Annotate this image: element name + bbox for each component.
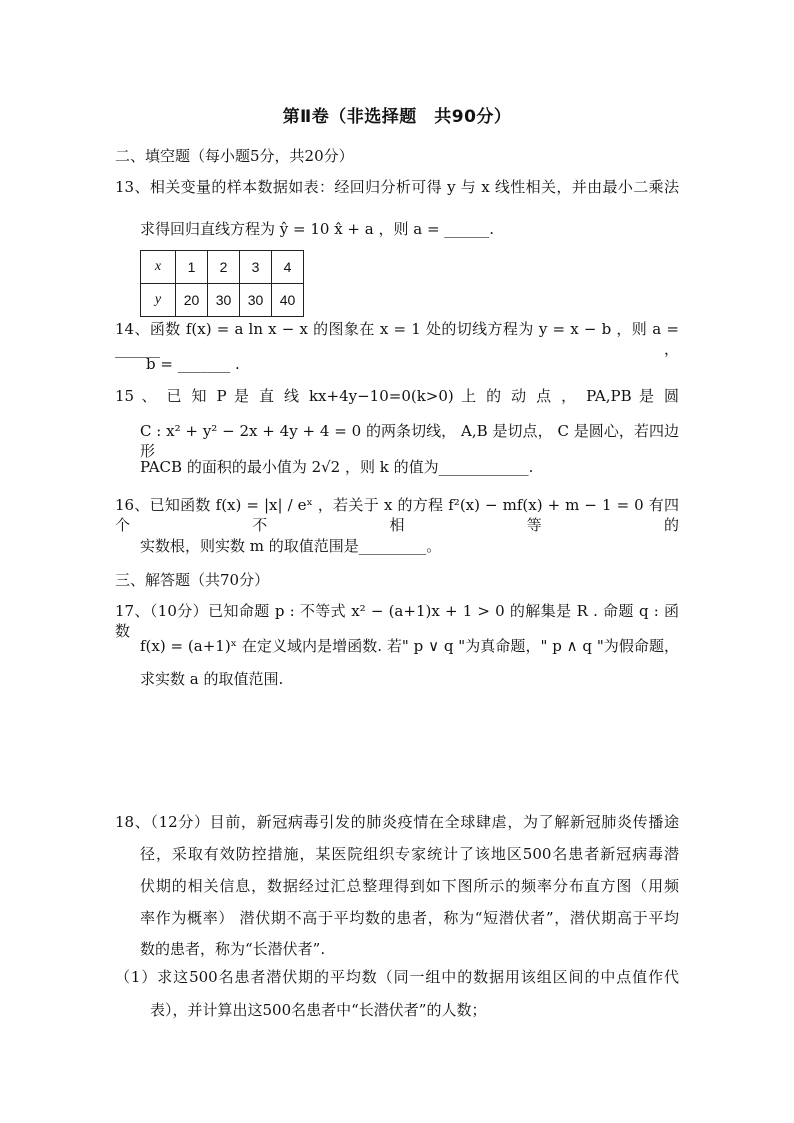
question-15-line-3: PACB 的面积的最小值为 2√2 ，则 k 的值为____________.	[140, 458, 534, 476]
table-row-y	[141, 284, 304, 317]
question-13-line-1: 13、相关变量的样本数据如表：经回归分析可得 y 与 x 线性相关，并由最小二乘法	[115, 178, 679, 196]
question-18-line-2: 径，采取有效防控措施，某医院组织专家统计了该地区500名患者新冠病毒潜	[140, 845, 679, 863]
question-15-line-1: 15 、 已 知 P 是 直 线 kx+4y−10=0(k>0) 上 的 动 点 ， PA,PB 是 圆	[115, 387, 679, 405]
question-13-line-2: 求得回归直线方程为 ŷ = 10 x̂ + a ，则 a = ______.	[140, 220, 495, 238]
question-17-line-3: 求实数 a 的取值范围.	[140, 670, 284, 688]
table-cell: 3	[240, 251, 272, 284]
question-17-line-2: f(x) = (a+1)ˣ 在定义域内是增函数. 若" p ∨ q "为真命题，" p ∧ q "为假命题，	[140, 637, 679, 655]
question-17-line-1: 17、（10分）已知命题 p : 不等式 x² − (a+1)x + 1 > 0 的解集是 R . 命题 q : 函数	[115, 602, 679, 640]
question-18-line-3: 伏期的相关信息，数据经过汇总整理得到如下图所示的频率分布直方图（用频	[140, 877, 679, 895]
table-cell: 30	[208, 284, 240, 317]
table-header-x: x	[141, 251, 176, 284]
table-cell: 30	[240, 284, 272, 317]
table-cell: 2	[208, 251, 240, 284]
fill-in-section-heading: 二、填空题（每小题5分，共20分）	[115, 147, 354, 165]
question-18-line-4: 率作为概率） 潜伏期不高于平均数的患者，称为“短潜伏者”，潜伏期高于平均	[140, 909, 679, 927]
table-row-x	[141, 251, 304, 284]
question-18-line-5: 数的患者，称为“长潜伏者”.	[140, 940, 326, 958]
table-cell: 40	[272, 284, 304, 317]
answer-section-heading: 三、解答题（共70分）	[115, 571, 270, 589]
question-16-line-2: 实数根，则实数 m 的取值范围是_________。	[140, 537, 442, 555]
question-16-line-1: 16、已知函数 f(x) = |x| / eˣ ，若关于 x 的方程 f²(x) − mf(x) + m − 1 = 0 有四个不相等的	[115, 496, 679, 534]
table-header-y: y	[141, 284, 176, 317]
table-cell: 20	[176, 284, 208, 317]
table-cell: 1	[176, 251, 208, 284]
question-18-part-1-line-1: （1）求这500名患者潜伏期的平均数（同一组中的数据用该组区间的中点值作代	[115, 968, 679, 986]
table-cell: 4	[272, 251, 304, 284]
question-15-line-2: C : x² + y² − 2x + 4y + 4 = 0 的两条切线， A,B 是切点， C 是圆心，若四边形	[140, 422, 679, 460]
question-18-line-1: 18、（12分）目前，新冠病毒引发的肺炎疫情在全球肆虐，为了解新冠肺炎传播途	[115, 813, 679, 831]
sample-data-table	[140, 250, 304, 317]
question-14-line-2: b = _______ .	[146, 355, 240, 373]
section-title: 第Ⅱ卷（非选择题 共90分）	[282, 107, 512, 127]
question-14-line-1: 14、函数 f(x) = a ln x − x 的图象在 x = 1 处的切线方程为 y = x − b ，则 a = ______ ，	[115, 320, 679, 358]
question-18-part-1-line-2: 表），并计算出这500名患者中“长潜伏者”的人数；	[150, 1001, 487, 1019]
